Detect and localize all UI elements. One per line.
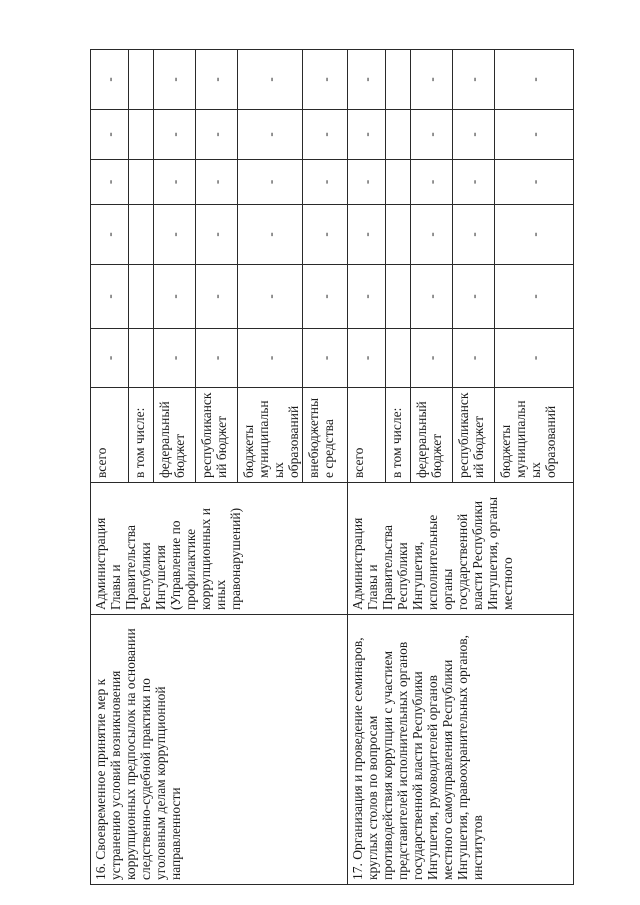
value-cell: - [303,329,348,388]
source-label: федеральный бюджет [157,401,187,478]
source-label: бюджеты муниципальных образований [498,400,558,478]
value-cell [129,50,154,110]
value-cell [129,110,154,160]
program-table [90,49,574,885]
value-cell: - [348,265,386,329]
source-label: внебюджетные средства [306,397,336,478]
value-cell: - [154,50,196,110]
value-cell [129,329,154,388]
value-cell [386,160,411,205]
value-cell: - [303,265,348,329]
source-label: бюджеты муниципальных образований [241,400,301,478]
value-cell: - [348,110,386,160]
value-cell: - [91,205,129,265]
value-cell: - [91,265,129,329]
value-cell: - [238,160,303,205]
value-cell: - [196,110,238,160]
value-cell: - [196,329,238,388]
value-cell: - [348,50,386,110]
value-cell: - [196,160,238,205]
value-cell: - [411,265,453,329]
source-label: республиканский бюджет [456,392,486,478]
value-cell: - [453,110,495,160]
value-cell: - [154,329,196,388]
executor-cell [91,483,348,615]
value-cell: - [91,329,129,388]
value-cell [386,265,411,329]
value-cell: - [495,50,574,110]
value-cell: - [495,265,574,329]
value-cell: - [154,160,196,205]
value-cell: - [495,110,574,160]
source-cell [411,388,453,483]
value-cell: - [411,50,453,110]
event-cell [348,615,574,885]
source-cell [348,388,386,483]
source-label: республиканский бюджет [199,392,229,478]
source-cell [453,388,495,483]
value-cell [386,50,411,110]
value-cell: - [91,160,129,205]
value-cell: - [495,205,574,265]
table-row [348,50,386,885]
value-cell: - [453,50,495,110]
value-cell: - [411,205,453,265]
value-cell: - [154,265,196,329]
source-label: в том числе: [132,407,147,478]
value-cell: - [303,110,348,160]
source-cell [495,388,574,483]
value-cell: - [411,110,453,160]
value-cell: - [238,50,303,110]
value-cell: - [453,205,495,265]
value-cell: - [154,205,196,265]
executor-cell [348,483,574,615]
value-cell: - [348,329,386,388]
value-cell: - [495,160,574,205]
event-cell [91,615,348,885]
event-text: 16. Своевременное принятие мер к устранению условий возникновения коррупционных предпосылок на основании следственно-судебной практики по уголовным делам коррупционной направленности [93,628,183,880]
value-cell: - [453,265,495,329]
value-cell: - [303,160,348,205]
value-cell: - [348,160,386,205]
value-cell: - [238,205,303,265]
value-cell [129,205,154,265]
value-cell [386,110,411,160]
value-cell: - [196,50,238,110]
executor-text: Администрация Главы и Правительства Республики Ингушетия (Управление по профилактике коррупционных и иных правонарушений) [93,507,243,610]
value-cell: - [238,329,303,388]
source-cell [129,388,154,483]
value-cell: - [495,329,574,388]
source-cell [238,388,303,483]
value-cell: - [453,160,495,205]
value-cell [386,205,411,265]
source-cell [196,388,238,483]
value-cell: - [453,329,495,388]
value-cell: - [154,110,196,160]
value-cell: - [238,110,303,160]
source-label: в том числе: [389,407,404,478]
value-cell: - [411,160,453,205]
value-cell: - [91,50,129,110]
source-cell [303,388,348,483]
value-cell [129,265,154,329]
value-cell: - [303,50,348,110]
source-cell [386,388,411,483]
value-cell: - [303,205,348,265]
value-cell: - [348,205,386,265]
source-cell [91,388,129,483]
value-cell [386,329,411,388]
value-cell: - [196,205,238,265]
value-cell: - [411,329,453,388]
rotated-table-page [90,50,570,885]
executor-text: Администрация Главы и Правительства Республики Ингушетия, исполнительные органы государственной власти Республики Ингушетия, органы местного [350,496,515,610]
value-cell: - [238,265,303,329]
source-label: всего [94,447,109,478]
value-cell: - [196,265,238,329]
value-cell [129,160,154,205]
table-row [91,50,129,885]
source-cell [154,388,196,483]
source-label: всего [351,447,366,478]
value-cell: - [91,110,129,160]
source-label: федеральный бюджет [414,401,444,478]
event-text: 17. Организация и проведение семинаров, круглых столов по вопросам противодействия коррупции с участием представителей исполнительных органов государственной власти Республики Ингушетия, руководителей органов местного самоуправления Республики Ингушетия, правоохранительных органов, институтов [350,634,485,880]
